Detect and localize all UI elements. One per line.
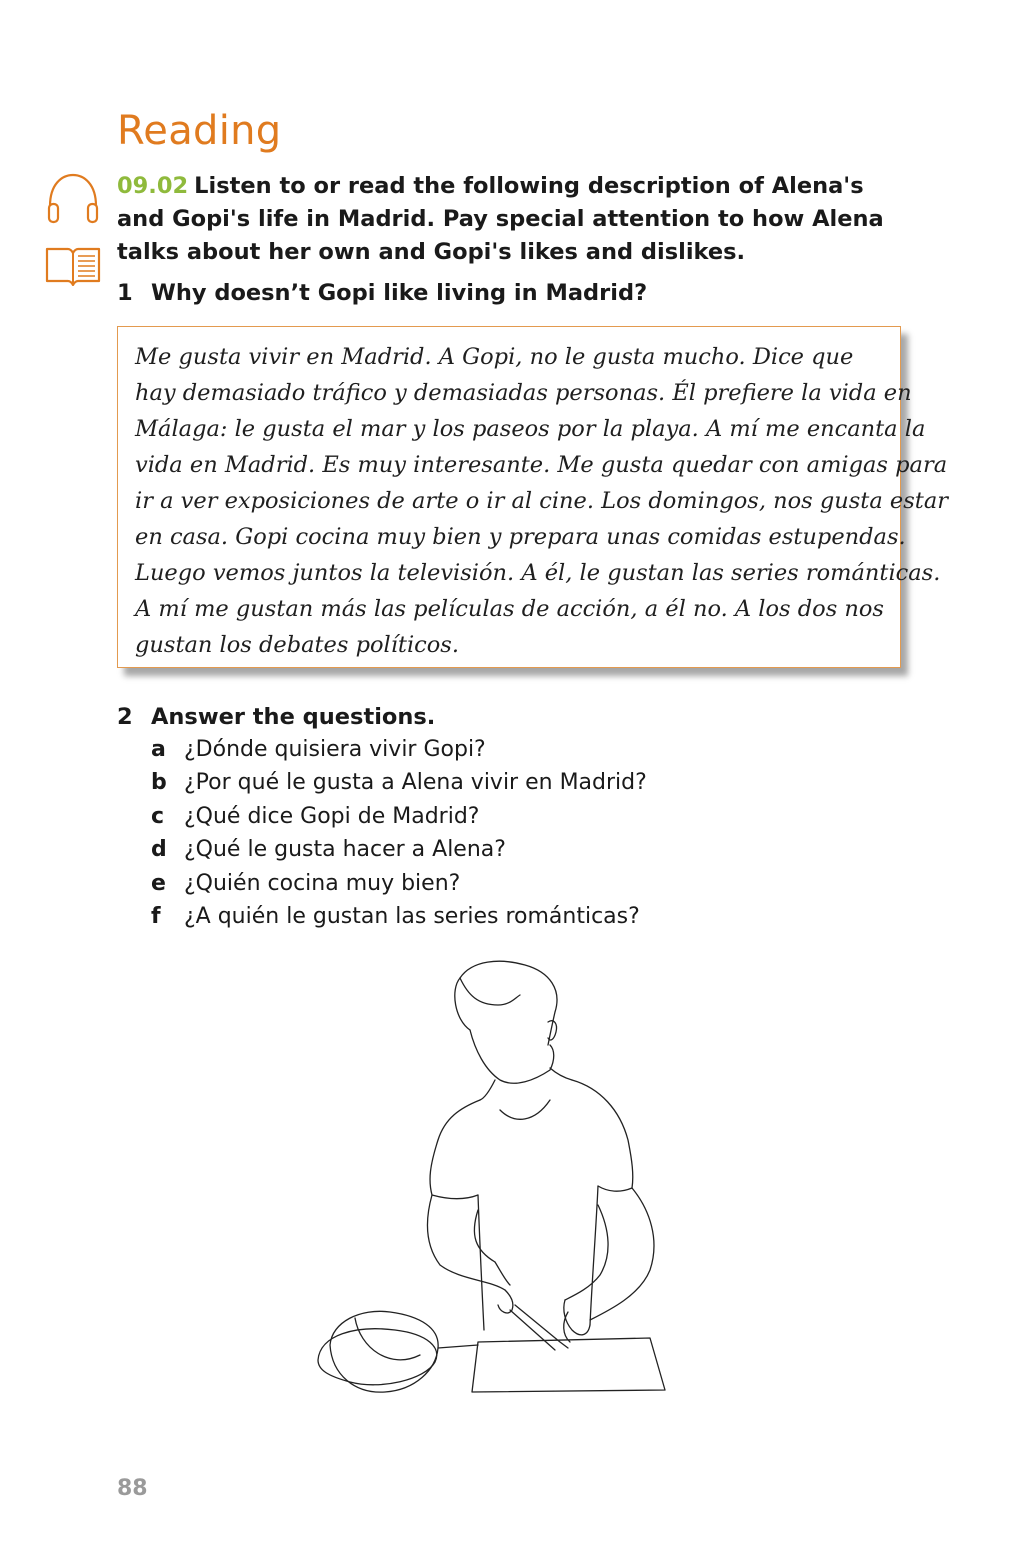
item-letter: a	[151, 737, 166, 762]
question-1-text: Why doesn’t Gopi like living in Madrid?	[151, 280, 648, 306]
item-text: ¿Qué le gusta hacer a Alena?	[184, 837, 506, 863]
passage-line: gustan los debates políticos.	[135, 632, 459, 658]
intro-instructions	[117, 170, 917, 269]
passage-line: en casa. Gopi cocina muy bien y prepara unas comidas estupendas.	[135, 524, 906, 550]
item-letter: d	[151, 837, 167, 863]
intro-text: Listen to or read the following description of Alena's and Gopi's life in Madrid. Pay special attention to how Alena talks about her own and Gopi's likes and dislikes.	[117, 173, 884, 265]
item-letter: e	[151, 870, 166, 896]
section-title: Reading	[117, 108, 282, 154]
list-item	[151, 837, 647, 870]
passage-line: vida en Madrid. Es muy interesante. Me gusta quedar con amigas para	[135, 452, 948, 478]
track-number: 09.02	[117, 173, 189, 199]
list-item	[151, 804, 647, 837]
question-2-number: 2	[117, 704, 133, 730]
list-item	[151, 770, 647, 803]
item-text: ¿Por qué le gusta a Alena vivir en Madrid?	[184, 770, 647, 796]
reading-passage	[117, 326, 948, 668]
headphones-icon	[44, 172, 102, 224]
item-letter: c	[151, 803, 165, 829]
item-text: ¿Qué dice Gopi de Madrid?	[184, 803, 480, 829]
item-letter: f	[151, 903, 161, 929]
open-book-icon	[44, 244, 102, 286]
passage-line: Luego vemos juntos la televisión. A él, le gustan las series románticas.	[135, 560, 941, 586]
passage-line: hay demasiado tráfico y demasiadas personas. Él prefiere la vida en	[135, 380, 912, 406]
question-2	[117, 704, 435, 730]
item-text: ¿Quién cocina muy bien?	[184, 870, 461, 896]
page-number: 88	[117, 1476, 148, 1501]
item-text: ¿A quién le gustan las series románticas?	[184, 903, 640, 929]
question-1	[117, 280, 647, 306]
question-2-text: Answer the questions.	[151, 704, 436, 730]
item-letter: b	[151, 770, 167, 796]
list-item	[151, 737, 647, 770]
question-list	[151, 737, 647, 937]
item-text: ¿Dónde quisiera vivir Gopi?	[184, 737, 486, 762]
list-item	[151, 871, 647, 904]
man-cooking-illustration	[300, 950, 680, 1410]
passage-line: A mí me gustan más las películas de acción, a él no. A los dos nos	[135, 596, 884, 622]
passage-line: ir a ver exposiciones de arte o ir al cine. Los domingos, nos gusta estar	[135, 488, 948, 514]
passage-line: Me gusta vivir en Madrid. A Gopi, no le gusta mucho. Dice que	[135, 344, 854, 370]
passage-line: Málaga: le gusta el mar y los paseos por la playa. A mí me encanta la	[135, 416, 926, 442]
question-1-number: 1	[117, 280, 133, 306]
list-item	[151, 904, 647, 937]
